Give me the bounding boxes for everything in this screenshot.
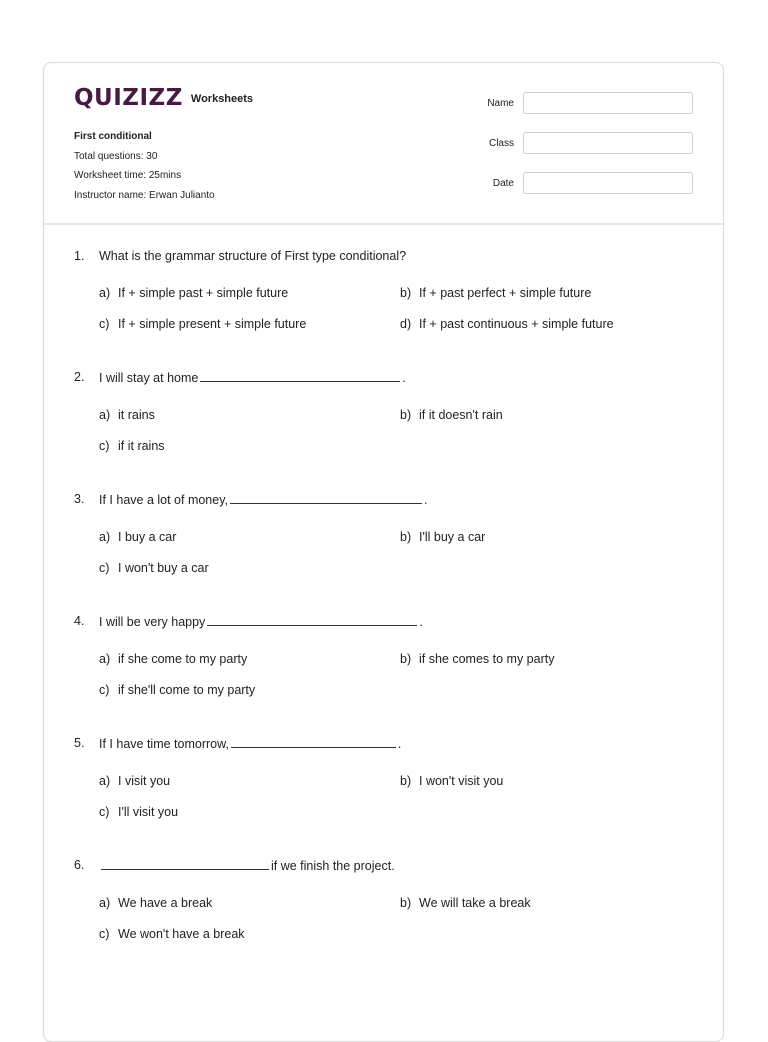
question-number: 5. xyxy=(74,736,85,750)
question-4 xyxy=(74,613,704,698)
answer-options xyxy=(99,895,704,942)
option-letter: b) xyxy=(400,408,412,422)
logo-wordmark: QUIZIZZ xyxy=(74,85,183,111)
name-label: Name xyxy=(487,97,514,109)
question-text xyxy=(99,857,395,874)
answer-option[interactable] xyxy=(99,407,400,423)
option-text: if she comes to my party xyxy=(419,652,555,666)
option-text: if she'll come to my party xyxy=(118,683,256,697)
question-number: 1. xyxy=(74,249,85,263)
question-stem xyxy=(74,248,704,264)
question-text xyxy=(99,248,406,264)
question-text-after: . xyxy=(397,737,402,751)
option-letter: b) xyxy=(400,652,412,666)
option-letter: b) xyxy=(400,286,412,300)
question-6 xyxy=(74,857,704,942)
option-text: if she come to my party xyxy=(118,652,248,666)
worksheet-header xyxy=(44,63,723,225)
total-questions: Total questions: 30 xyxy=(74,150,158,162)
question-number: 2. xyxy=(74,370,85,384)
option-letter: d) xyxy=(400,317,412,331)
option-letter: b) xyxy=(400,896,412,910)
question-text xyxy=(99,369,406,386)
option-text: We won't have a break xyxy=(118,927,245,941)
worksheet-meta xyxy=(74,127,215,205)
question-number: 3. xyxy=(74,492,85,506)
option-letter: c) xyxy=(99,805,110,819)
question-stem xyxy=(74,857,704,874)
answer-option[interactable] xyxy=(99,682,400,698)
option-letter: a) xyxy=(99,774,111,788)
answer-blank xyxy=(101,857,269,870)
question-2 xyxy=(74,369,704,454)
option-text: I buy a car xyxy=(118,530,177,544)
option-text: if it rains xyxy=(118,439,165,453)
question-text-before: I will be very happy xyxy=(99,615,206,629)
option-letter: c) xyxy=(99,439,110,453)
worksheet-page xyxy=(43,62,724,1042)
class-label: Class xyxy=(488,137,514,149)
answer-option[interactable] xyxy=(99,438,400,454)
answer-option[interactable] xyxy=(400,285,701,301)
question-text xyxy=(99,491,428,508)
option-letter: a) xyxy=(99,408,111,422)
answer-options xyxy=(99,773,704,820)
answer-option[interactable] xyxy=(400,407,701,423)
student-info-form xyxy=(473,91,693,211)
answer-option[interactable] xyxy=(99,316,400,332)
question-text-before: What is the grammar structure of First type conditional? xyxy=(99,249,407,263)
option-text: If + simple past + simple future xyxy=(118,286,289,300)
option-text: If + simple present + simple future xyxy=(118,317,307,331)
answer-option[interactable] xyxy=(99,773,400,789)
option-text: We will take a break xyxy=(419,896,531,910)
answer-blank xyxy=(230,491,422,504)
question-5 xyxy=(74,735,704,820)
question-text xyxy=(99,735,401,752)
answer-option[interactable] xyxy=(99,285,400,301)
option-letter: c) xyxy=(99,927,110,941)
question-stem xyxy=(74,491,704,508)
option-text: I'll visit you xyxy=(118,805,179,819)
name-row xyxy=(473,91,693,115)
question-number: 6. xyxy=(74,858,85,872)
question-text-before: If I have time tomorrow, xyxy=(99,737,229,751)
answer-option[interactable] xyxy=(99,529,400,545)
option-letter: a) xyxy=(99,286,111,300)
answer-option[interactable] xyxy=(99,895,400,911)
question-list xyxy=(74,248,704,979)
instructor-name: Instructor name: Erwan Julianto xyxy=(74,189,215,201)
option-letter: c) xyxy=(99,683,110,697)
name-field[interactable] xyxy=(523,92,693,114)
answer-option[interactable] xyxy=(400,529,701,545)
answer-blank xyxy=(207,613,417,626)
option-letter: a) xyxy=(99,896,111,910)
worksheet-time: Worksheet time: 25mins xyxy=(74,170,182,181)
option-text: We have a break xyxy=(118,896,213,910)
question-text-before: If I have a lot of money, xyxy=(99,493,229,507)
option-text: I won't buy a car xyxy=(118,561,209,575)
option-text: if it doesn't rain xyxy=(419,408,503,422)
question-1 xyxy=(74,248,704,332)
option-letter: a) xyxy=(99,530,111,544)
option-letter: b) xyxy=(400,530,412,544)
answer-option[interactable] xyxy=(99,651,400,667)
question-stem xyxy=(74,613,704,630)
answer-options xyxy=(99,285,704,332)
question-number: 4. xyxy=(74,614,85,628)
question-text-after: . xyxy=(402,371,406,385)
answer-option[interactable] xyxy=(400,651,701,667)
option-text: I won't visit you xyxy=(419,774,504,788)
option-text: If + past continuous + simple future xyxy=(419,317,614,331)
worksheet-title: First conditional xyxy=(74,131,152,142)
quizizz-logo xyxy=(74,85,253,111)
class-row xyxy=(473,131,693,155)
answer-blank xyxy=(200,369,400,382)
option-letter: b) xyxy=(400,774,412,788)
date-label: Date xyxy=(492,177,514,189)
date-row xyxy=(473,171,693,195)
option-text: If + past perfect + simple future xyxy=(419,286,592,300)
option-letter: a) xyxy=(99,652,111,666)
question-text-after: if we finish the project. xyxy=(271,859,395,873)
question-3 xyxy=(74,491,704,576)
answer-option[interactable] xyxy=(99,926,400,942)
question-text-after: . xyxy=(419,615,423,629)
logo-subtitle: Worksheets xyxy=(190,93,254,105)
option-letter: c) xyxy=(99,317,110,331)
question-text xyxy=(99,613,423,630)
question-stem xyxy=(74,369,704,386)
question-text-before: I will stay at home xyxy=(99,371,199,385)
answer-options xyxy=(99,529,704,576)
date-field[interactable] xyxy=(523,172,693,194)
answer-option[interactable] xyxy=(400,316,701,332)
question-stem xyxy=(74,735,704,752)
option-text: it rains xyxy=(118,408,155,422)
answer-option[interactable] xyxy=(99,804,400,820)
question-text-after: . xyxy=(424,493,428,507)
answer-option[interactable] xyxy=(99,560,400,576)
class-field[interactable] xyxy=(523,132,693,154)
option-text: I visit you xyxy=(118,774,171,788)
answer-options xyxy=(99,407,704,454)
answer-options xyxy=(99,651,704,698)
option-text: I'll buy a car xyxy=(419,530,486,544)
answer-option[interactable] xyxy=(400,895,701,911)
answer-blank xyxy=(231,735,396,748)
option-letter: c) xyxy=(99,561,110,575)
answer-option[interactable] xyxy=(400,773,701,789)
